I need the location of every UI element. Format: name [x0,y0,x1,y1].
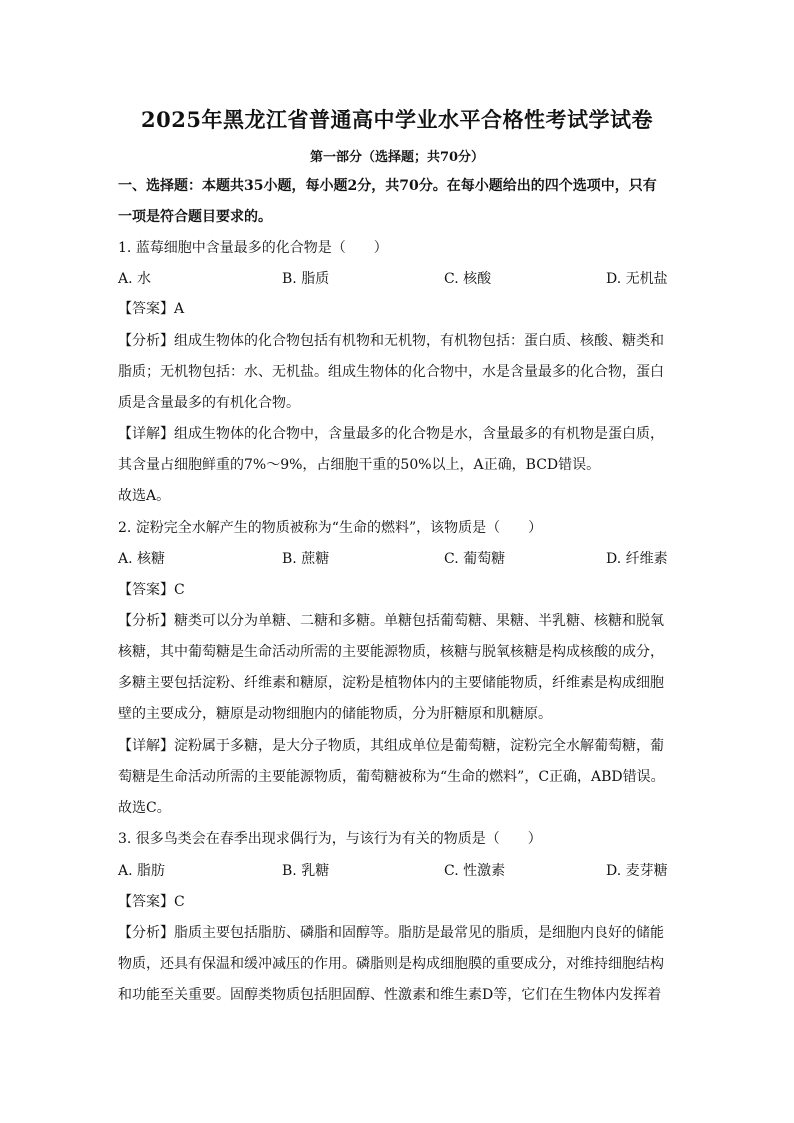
option-a: A. 水 [118,271,152,287]
analysis-line: 壁的主要成分，糖原是动物细胞内的储能物质，分为肝糖原和肌糖原。 [118,706,552,722]
option-b: B. 乳糖 [282,863,330,879]
detail-line: 其含量占细胞鲜重的7%～9%，占细胞干重的50%以上，A正确，BCD错误。 [118,457,601,473]
option-d: D. 麦芽糖 [606,863,668,879]
section-subtitle: 第一部分（选择题；共70分） [309,150,485,165]
analysis-line: 质是含量最多的有机化合物。 [118,395,300,411]
analysis-line: 核糖，其中葡萄糖是生命活动所需的主要能源物质，核糖与脱氧核糖是构成核酸的成分， [118,644,664,660]
analysis-line: 【分析】脂质主要包括脂肪、磷脂和固醇等。脂肪是最常见的脂质，是细胞内良好的储能 [118,925,664,941]
option-a: A. 脂肪 [118,863,166,879]
option-b: B. 脂质 [282,271,330,287]
option-d: D. 纤维素 [606,551,668,567]
analysis-line: 脂质；无机物包括：水、无机盐。组成生物体的化合物中，水是含量最多的化合物，蛋白 [118,364,664,380]
option-c: C. 性激素 [444,863,506,879]
option-c: C. 葡萄糖 [444,551,506,567]
answer-line: 【答案】C [118,894,185,910]
detail-line: 萄糖是生命活动所需的主要能源物质，葡萄糖被称为“生命的燃料”，C正确，ABD错误。 [118,769,665,785]
answer-line: 【答案】C [118,582,185,598]
question-stem: 2. 淀粉完全水解产生的物质被称为“生命的燃料”，该物质是（ ） [118,520,543,536]
detail-line: 【详解】组成生物体的化合物中，含量最多的化合物是水，含量最多的有机物是蛋白质， [118,426,664,442]
section-header-line: 一、选择题：本题共35小题，每小题2分，共70分。在每小题给出的四个选项中，只有 [118,178,657,194]
question-stem: 1. 蓝莓细胞中含量最多的化合物是（ ） [118,240,388,256]
option-c: C. 核酸 [444,271,492,287]
analysis-line: 物质，还具有保温和缓冲减压的作用。磷脂则是构成细胞膜的重要成分，对维持细胞结构 [118,956,664,972]
detail-line: 【详解】淀粉属于多糖，是大分子物质，其组成单位是葡萄糖，淀粉完全水解葡萄糖，葡 [118,738,664,754]
option-b: B. 蔗糖 [282,551,330,567]
conclusion-line: 故选A。 [118,488,171,504]
question-stem: 3. 很多鸟类会在春季出现求偶行为，与该行为有关的物质是（ ） [118,831,542,847]
option-a: A. 核糖 [118,551,166,567]
analysis-line: 和功能至关重要。固醇类物质包括胆固醇、性激素和维生素D等，它们在生物体内发挥着 [118,987,662,1003]
section-header-line: 一项是符合题目要求的。 [118,209,272,225]
analysis-line: 【分析】糖类可以分为单糖、二糖和多糖。单糖包括葡萄糖、果糖、半乳糖、核糖和脱氧 [118,613,664,629]
page-title: 2025年黑龙江省普通高中学业水平合格性考试学试卷 [141,107,653,132]
answer-line: 【答案】A [118,301,185,317]
conclusion-line: 故选C。 [118,800,171,816]
analysis-line: 【分析】组成生物体的化合物包括有机物和无机物，有机物包括：蛋白质、核酸、糖类和 [118,333,664,349]
option-d: D. 无机盐 [606,271,668,287]
analysis-line: 多糖主要包括淀粉、纤维素和糖原，淀粉是植物体内的主要储能物质，纤维素是构成细胞 [118,675,664,691]
